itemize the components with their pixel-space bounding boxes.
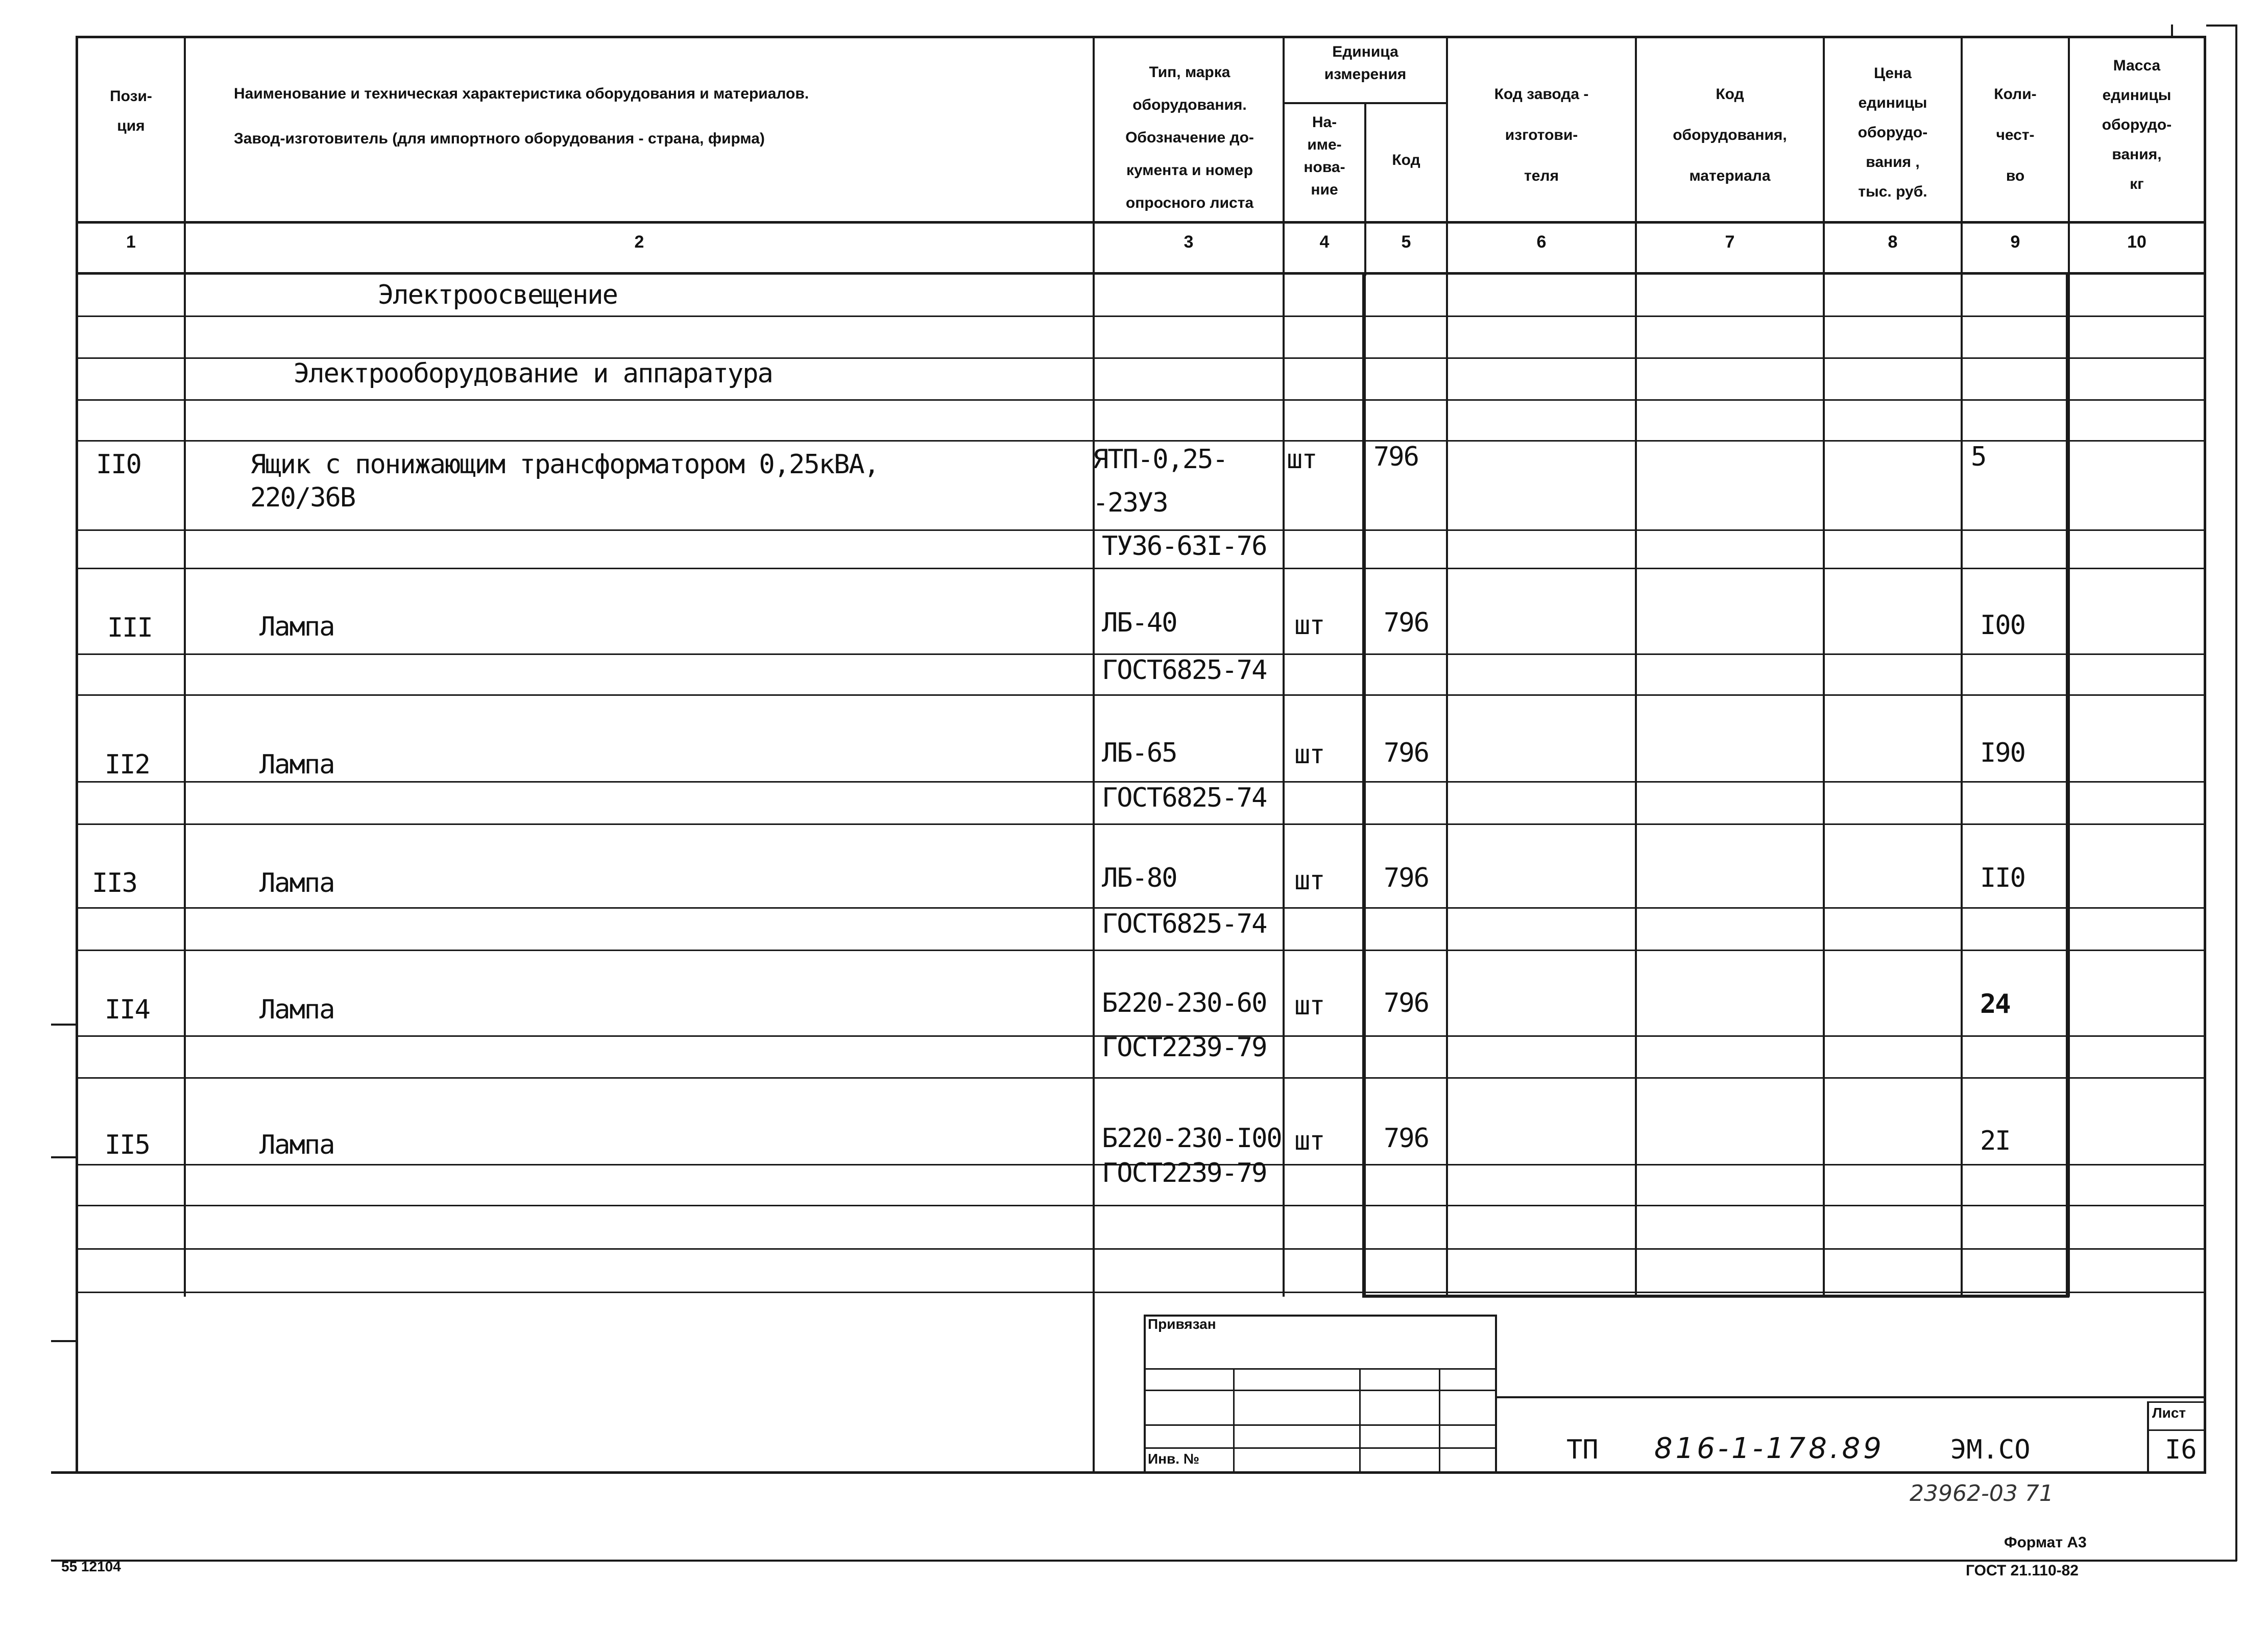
column-number: 3 (1184, 232, 1194, 252)
header-unit-code: Код (1392, 152, 1420, 168)
item-unit: шт (1294, 865, 1324, 896)
item-name: Лампа (259, 868, 334, 898)
item-position: II2 (105, 749, 150, 780)
item-type: ГОСТ2239-79 (1102, 1032, 1267, 1063)
item-code: 796 (1384, 608, 1429, 638)
item-type: ТУ36-63I-76 (1102, 531, 1267, 562)
inventory-number-label: Инв. № (1148, 1451, 1200, 1467)
item-code: 796 (1384, 988, 1429, 1018)
item-quantity: 5 (1971, 442, 1986, 472)
header-quantity: Коли- чест- во (1994, 86, 2037, 184)
item-unit: шт (1294, 990, 1324, 1021)
column-number: 7 (1725, 232, 1735, 252)
column-number: 4 (1319, 232, 1330, 252)
item-type: Б220-230-I00 (1102, 1123, 1282, 1154)
item-quantity: 2I (1980, 1126, 2010, 1156)
item-type: ЛБ-80 (1102, 863, 1177, 893)
item-position: II5 (105, 1130, 150, 1160)
item-type: ГОСТ6825-74 (1102, 655, 1267, 686)
item-name: 220/36В (250, 482, 355, 513)
item-type: ЯТП-0,25- (1093, 444, 1227, 475)
item-quantity: I00 (1980, 610, 2025, 641)
item-position: II0 (96, 449, 141, 480)
sheet-label: Лист (2152, 1405, 2186, 1421)
item-name: Лампа (259, 1130, 334, 1160)
column-number: 5 (1401, 232, 1411, 252)
item-type: ГОСТ2239-79 (1102, 1158, 1267, 1188)
header-unit-group: Единица измерения (1324, 43, 1407, 83)
item-type: ЛБ-40 (1102, 608, 1177, 638)
item-name: Лампа (259, 994, 334, 1025)
item-code: 796 (1373, 442, 1418, 472)
item-quantity: I90 (1980, 738, 2025, 768)
document-number: 816-1-178.89 (1654, 1432, 1885, 1465)
tp-label: ТП (1566, 1435, 1599, 1465)
column-number: 6 (1536, 232, 1547, 252)
item-name: Лампа (259, 749, 334, 780)
header-mass: Масса единицы оборудо- вания, кг (2102, 57, 2172, 192)
section-title: Электрооборудование и аппаратура (294, 358, 773, 389)
item-type: ГОСТ6825-74 (1102, 783, 1267, 813)
format-label: Формат А3 (2004, 1534, 2087, 1551)
item-name: Ящик с понижающим трансформатором 0,25кВА, (250, 449, 879, 480)
item-code: 796 (1384, 863, 1429, 893)
gost-label: ГОСТ 21.110-82 (1966, 1562, 2079, 1579)
item-position: II4 (105, 994, 150, 1025)
header-name: Наименование и техническая характеристика оборудования и материалов. Завод-изготовитель (для импортного оборудования - страна, фирма) (234, 85, 809, 147)
item-type: ГОСТ6825-74 (1102, 909, 1267, 939)
item-position: II3 (92, 868, 137, 898)
column-number: 8 (1888, 232, 1898, 252)
header-equipment-code: Код оборудования, материала (1673, 86, 1787, 184)
column-number: 2 (634, 232, 644, 252)
item-unit: шт (1294, 1126, 1324, 1156)
item-type: -23У3 (1093, 488, 1168, 518)
item-code: 796 (1384, 1123, 1429, 1154)
header-price: Цена единицы оборудо- вания , тыс. руб. (1857, 65, 1928, 200)
item-unit: шт (1294, 610, 1324, 641)
header-position: Пози- ция (110, 88, 152, 134)
document-mark: ЭМ.СО (1950, 1435, 2031, 1465)
sheet-number: I6 (2165, 1435, 2197, 1465)
item-quantity: II0 (1980, 863, 2025, 893)
item-type: Б220-230-60 (1102, 988, 1267, 1018)
item-unit: шт (1287, 444, 1317, 475)
item-position: III (107, 613, 152, 643)
column-number: 10 (2127, 232, 2146, 252)
header-unit-name: На- име- нова- ние (1304, 114, 1345, 198)
column-number: 9 (2010, 232, 2020, 252)
item-code: 796 (1384, 738, 1429, 768)
section-title: Электроосвещение (378, 280, 617, 310)
header-type: Тип, марка оборудования. Обозначение до- кумента и номер опросного листа (1125, 64, 1254, 211)
header-plant-code: Код завода - изготови- теля (1494, 86, 1589, 184)
column-number: 1 (126, 232, 136, 252)
handwritten-inventory: 23962-03 71 (1910, 1480, 2054, 1506)
item-type: ЛБ-65 (1102, 738, 1177, 768)
item-name: Лампа (259, 612, 334, 642)
item-unit: шт (1294, 739, 1324, 770)
left-code: 55 12104 (61, 1559, 121, 1574)
privyazan-label: Привязан (1148, 1316, 1216, 1332)
item-quantity: 24 (1980, 989, 2010, 1019)
